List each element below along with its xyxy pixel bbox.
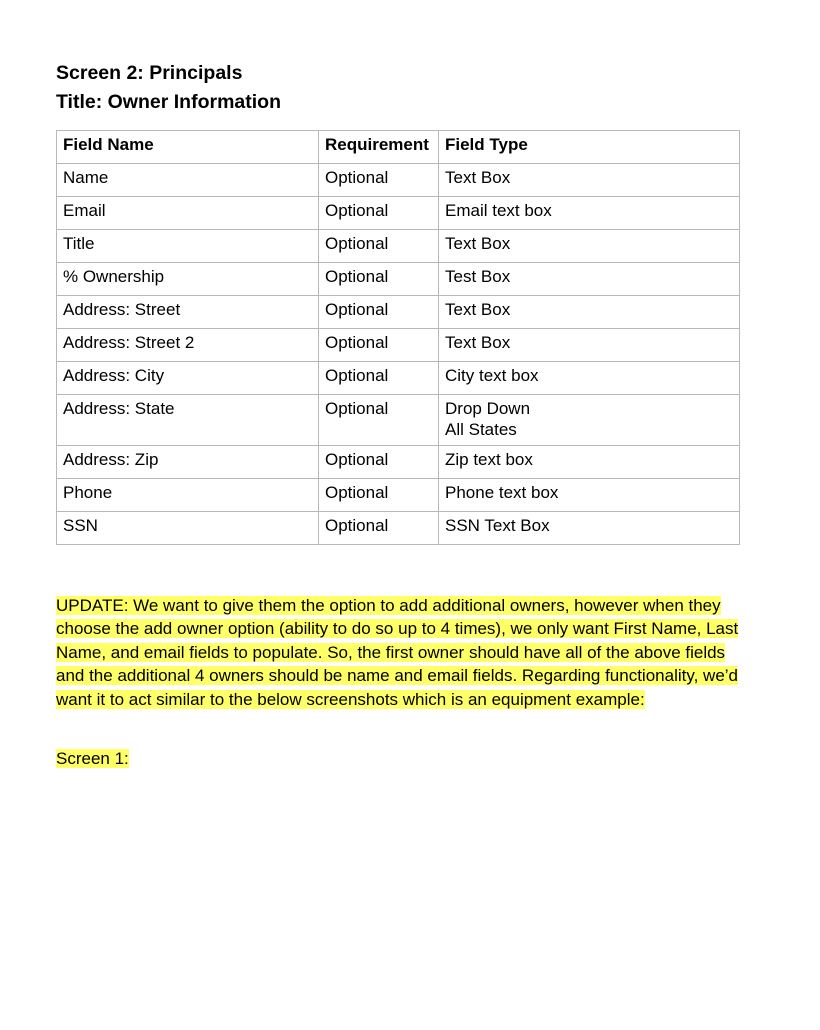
field-name-cell: Address: State (57, 395, 319, 446)
requirement-cell: Optional (319, 395, 439, 446)
field-type-line: Text Box (445, 300, 511, 319)
field-name-cell: % Ownership (57, 263, 319, 296)
table-row (57, 446, 740, 479)
column-header-field-name: Field Name (57, 131, 319, 164)
field-name-cell: Phone (57, 479, 319, 512)
field-type-line: Text Box (445, 168, 511, 187)
field-name-cell: Email (57, 197, 319, 230)
field-type-line: All States (445, 419, 517, 439)
requirement-cell: Optional (319, 479, 439, 512)
field-type-line: City text box (445, 366, 539, 385)
update-note-text: UPDATE: We want to give them the option to add additional owners, however when they choose the add owner option (ability to do so up to 4 times), we only want First Name, Last Name, and email fields to populate. So, the first owner should have all of the above fields and the additional 4 owners should be name and email fields. Regarding functionality, we’d want it to act similar to the below screenshots which is an equipment example: (56, 596, 739, 709)
owner-fields-table (56, 130, 740, 545)
table-row (57, 329, 740, 362)
table-row (57, 512, 740, 545)
update-note (56, 594, 746, 711)
requirement-cell: Optional (319, 362, 439, 395)
field-type-line: Text Box (445, 234, 511, 253)
table-row (57, 296, 740, 329)
screen-label (56, 747, 129, 770)
field-type-cell (439, 479, 740, 512)
table-row (57, 164, 740, 197)
field-type-cell (439, 362, 740, 395)
requirement-cell: Optional (319, 329, 439, 362)
table-row (57, 230, 740, 263)
field-type-cell (439, 296, 740, 329)
field-type-line: Test Box (445, 267, 511, 286)
field-type-line: SSN Text Box (445, 516, 550, 535)
field-name-cell: SSN (57, 512, 319, 545)
section-title: Title: Owner Information (56, 91, 281, 113)
field-type-cell (439, 329, 740, 362)
table-body (57, 164, 740, 545)
table-row (57, 395, 740, 446)
column-header-requirement: Requirement (319, 131, 439, 164)
field-type-cell (439, 197, 740, 230)
table-row (57, 479, 740, 512)
field-type-line: Text Box (445, 333, 511, 352)
section-heading: Screen 2: Principals (56, 62, 243, 84)
requirement-cell: Optional (319, 263, 439, 296)
field-name-cell: Title (57, 230, 319, 263)
field-name-cell: Address: Street 2 (57, 329, 319, 362)
requirement-cell: Optional (319, 512, 439, 545)
table-header-row (57, 131, 740, 164)
requirement-cell: Optional (319, 446, 439, 479)
field-type-cell (439, 512, 740, 545)
table-row (57, 197, 740, 230)
field-type-cell (439, 395, 740, 446)
field-name-cell: Address: City (57, 362, 319, 395)
field-type-line: Drop Down (445, 399, 531, 418)
requirement-cell: Optional (319, 197, 439, 230)
field-type-cell (439, 230, 740, 263)
table-row (57, 362, 740, 395)
requirement-cell: Optional (319, 296, 439, 329)
field-type-line: Phone text box (445, 483, 559, 502)
screen-label-text: Screen 1: (56, 749, 129, 768)
table-row (57, 263, 740, 296)
field-type-cell (439, 263, 740, 296)
field-type-cell (439, 164, 740, 197)
column-header-field-type: Field Type (439, 131, 740, 164)
requirement-cell: Optional (319, 164, 439, 197)
field-name-cell: Name (57, 164, 319, 197)
field-type-line: Email text box (445, 201, 552, 220)
field-type-line: Zip text box (445, 450, 533, 469)
requirement-cell: Optional (319, 230, 439, 263)
field-name-cell: Address: Street (57, 296, 319, 329)
field-type-cell (439, 446, 740, 479)
field-name-cell: Address: Zip (57, 446, 319, 479)
